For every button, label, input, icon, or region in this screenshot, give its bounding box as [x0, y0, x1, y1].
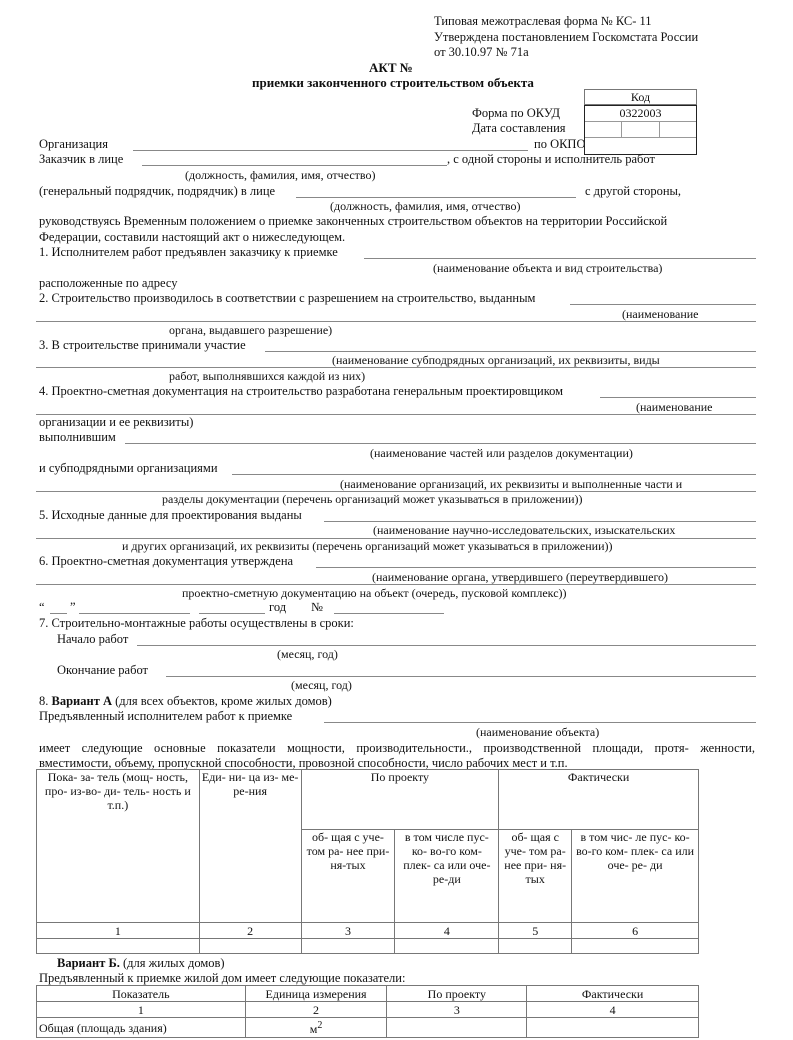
- item3-hint-a: (наименование субподрядных организаций, их реквизиты, виды: [332, 353, 660, 367]
- okud-code: 0322003: [585, 106, 696, 122]
- person-hint-1: (должность, фамилия, имя, отчество): [185, 168, 376, 182]
- table-cell[interactable]: [572, 939, 699, 954]
- table-header-row: [37, 986, 699, 1002]
- col-number: 1: [37, 923, 200, 939]
- item8-hint: (наименование объекта): [476, 725, 600, 739]
- variant-b-table: [36, 985, 699, 1038]
- item8-number: 8.: [39, 694, 49, 708]
- okpo-label: по ОКПО: [534, 137, 586, 151]
- item4-sub-label: и субподрядными организациями: [39, 461, 218, 475]
- item4-hint-b: организации и ее реквизиты): [39, 415, 194, 429]
- sub-total-actual: об- щая с уче- том ра-нее при- ня-тых: [499, 830, 572, 923]
- col-unit-header: Еди- ни- ца из- ме- ре-ния: [199, 770, 301, 923]
- item7-start-hint: (месяц, год): [277, 647, 338, 661]
- item1-hint: (наименование объекта и вид строительства): [433, 261, 663, 275]
- variant-a-table: [36, 769, 699, 954]
- variant-b-label: Вариант Б.: [57, 956, 120, 970]
- table-header-row: [37, 770, 699, 830]
- col-number: 5: [499, 923, 572, 939]
- item8-text-line2: вместимости, объему, пропускной способности, провозной способности, число рабочих мест и т.п.: [39, 756, 568, 770]
- indicator-cell: Общая (площадь здания): [37, 1018, 246, 1038]
- item3-hint-b: работ, выполнявшихся каждой из них): [169, 369, 366, 383]
- item8-object-field[interactable]: [324, 722, 756, 723]
- variant-b-note: (для жилых домов): [122, 956, 225, 970]
- item1-label: 1. Исполнителем работ предъявлен заказчику к приемке: [39, 245, 338, 259]
- table-cell[interactable]: [301, 939, 395, 954]
- item4-label: 4. Проектно-сметная документация на строительство разработана генеральным проектировщиком: [39, 384, 564, 398]
- item7-end-field[interactable]: [166, 676, 756, 677]
- approval-year-field[interactable]: [199, 613, 265, 614]
- item4-performed-label: выполнившим: [39, 430, 116, 444]
- item4-parts-field[interactable]: [125, 443, 756, 444]
- date-number-label: №: [311, 600, 323, 614]
- document-subtitle: приемки законченного строительством объекта: [252, 75, 534, 90]
- item3-label: 3. В строительстве принимали участие: [39, 338, 246, 352]
- item6-hint-b: проектно-сметную документацию на объект (очередь, пусковой комплекс)): [182, 586, 567, 600]
- table-cell[interactable]: [37, 939, 200, 954]
- variant-a-note: (для всех объектов, кроме жилых домов): [115, 694, 332, 708]
- guided-text-line1: руководствуясь Временным положением о приемке законченных строительством объектов на территории Российской: [39, 214, 668, 228]
- date-month-field[interactable]: [622, 122, 659, 137]
- item4-suborgs-field[interactable]: [232, 474, 756, 475]
- project-value-cell[interactable]: [387, 1018, 527, 1038]
- okud-label: Форма по ОКУД: [472, 106, 560, 120]
- variant-a-label: Вариант А: [51, 694, 112, 708]
- variant-b-intro: Предъявленный к приемке жилой дом имеет следующие показатели:: [39, 971, 406, 985]
- table-number-row: [37, 1002, 699, 1018]
- table-cell[interactable]: [199, 939, 301, 954]
- customer-suffix: , с одной стороны и исполнитель работ: [447, 152, 655, 166]
- form-decree-line: от 30.10.97 № 71а: [434, 45, 529, 59]
- col-actual-header: Фактически: [499, 770, 699, 830]
- item6-approver-field-2[interactable]: [36, 584, 756, 585]
- table-cell[interactable]: [395, 939, 499, 954]
- item2-hint-a: (наименование: [622, 307, 699, 321]
- col-number: 6: [572, 923, 699, 939]
- item2-label: 2. Строительство производилось в соответствии с разрешением на строительство, выданным: [39, 291, 536, 305]
- item8-text-line1: имеет следующие основные показатели мощности, производительности., производственной площади, протя- женности,: [39, 741, 755, 755]
- col-number: 1: [37, 1002, 246, 1018]
- code-header: Код: [584, 89, 697, 105]
- item5-source-field[interactable]: [324, 521, 756, 522]
- item4-hint-c: (наименование частей или разделов документации): [370, 446, 633, 460]
- contractor-representative-field[interactable]: [296, 197, 576, 198]
- col-number: 4: [527, 1002, 699, 1018]
- item6-approver-field[interactable]: [316, 567, 756, 568]
- item3-participants-field[interactable]: [265, 351, 756, 352]
- sub-incl-project: в том числе пус- ко- во-го ком- плек- са или оче- ре-ди: [395, 830, 499, 923]
- item7-start-label: Начало работ: [57, 632, 129, 646]
- date-day-field[interactable]: [585, 122, 622, 137]
- col-project-header: По проекту: [301, 770, 499, 830]
- item2-permit-field-2[interactable]: [36, 321, 756, 322]
- sub-total-project: об- щая с уче-том ра- нее при- ня-тых: [301, 830, 395, 923]
- date-open-quote: “: [39, 600, 45, 614]
- customer-label: Заказчик в лице: [39, 152, 124, 166]
- item4-hint-d: (наименование организаций, их реквизиты и выполненные части и: [340, 477, 683, 491]
- variant-b-heading: [57, 956, 225, 970]
- col-project-header: По проекту: [387, 986, 527, 1002]
- contractor-suffix: с другой стороны,: [585, 184, 682, 198]
- date-year-label: год: [269, 600, 287, 614]
- code-box: [584, 89, 697, 155]
- item1-address-label: расположенные по адресу: [39, 276, 178, 290]
- item5-hint-a: (наименование научно-исследовательских, изыскательских: [373, 523, 676, 537]
- item3-participants-field-2[interactable]: [36, 367, 756, 368]
- col-actual-header: Фактически: [527, 986, 699, 1002]
- unit-cell: [245, 1018, 387, 1038]
- col-number: 3: [387, 1002, 527, 1018]
- col-number: 4: [395, 923, 499, 939]
- col-unit-header: Единица измерения: [245, 986, 387, 1002]
- item7-end-label: Окончание работ: [57, 663, 148, 677]
- item8-heading: [39, 694, 332, 708]
- sub-incl-actual: в том чис- ле пус- ко- во-го ком- плек- са или оче- ре- ди: [572, 830, 699, 923]
- item5-label: 5. Исходные данные для проектирования выданы: [39, 508, 302, 522]
- date-year-field[interactable]: [660, 122, 696, 137]
- col-indicator-header: Пока- за- тель (мощ- ность, про- из-во- ди- тель- ность и т.п.): [37, 770, 200, 923]
- item6-hint-a: (наименование органа, утвердившего (переутвердившего): [372, 570, 669, 584]
- item2-hint-b: органа, выдавшего разрешение): [169, 323, 333, 337]
- item4-hint-e: разделы документации (перечень организаций может указываться в приложении)): [162, 492, 583, 506]
- item6-label: 6. Проектно-сметная документация утверждена: [39, 554, 294, 568]
- item2-permit-field[interactable]: [570, 304, 756, 305]
- table-row: [37, 1018, 699, 1038]
- guided-text-line2: Федерации, составили настоящий акт о нижеследующем.: [39, 230, 346, 244]
- organization-field[interactable]: [133, 150, 528, 151]
- item7-start-field[interactable]: [137, 645, 756, 646]
- organization-label: Организация: [39, 137, 108, 151]
- item4-hint-a: (наименование: [636, 400, 713, 414]
- item7-end-hint: (месяц, год): [291, 678, 352, 692]
- col-indicator-header: Показатель: [37, 986, 246, 1002]
- date-close-quote: ”: [70, 600, 76, 614]
- col-number: 2: [245, 1002, 387, 1018]
- item5-hint-b: и других организаций, их реквизиты (перечень организаций может указываться в приложении)): [122, 539, 613, 553]
- table-row: [37, 939, 699, 954]
- actual-value-cell[interactable]: [527, 1018, 699, 1038]
- col-number: 2: [199, 923, 301, 939]
- document-title: АКТ №: [369, 60, 413, 75]
- col-number: 3: [301, 923, 395, 939]
- approval-month-field[interactable]: [79, 613, 190, 614]
- table-cell[interactable]: [499, 939, 572, 954]
- approval-number-field[interactable]: [334, 613, 444, 614]
- unit-text: м: [309, 1022, 318, 1036]
- item4-designer-field[interactable]: [600, 397, 756, 398]
- date-label: Дата составления: [472, 121, 566, 135]
- item1-object-field[interactable]: [364, 258, 756, 259]
- approval-day-field[interactable]: [50, 613, 67, 614]
- item7-label: 7. Строительно-монтажные работы осуществлены в сроки:: [39, 616, 354, 630]
- person-hint-2: (должность, фамилия, имя, отчество): [330, 199, 521, 213]
- form-approval-line: Утверждена постановлением Госкомстата России: [434, 30, 699, 44]
- table-number-row: [37, 923, 699, 939]
- form-type-line: Типовая межотраслевая форма № КС- 11: [434, 14, 652, 28]
- customer-representative-field[interactable]: [142, 165, 447, 166]
- unit-superscript: 2: [317, 1020, 323, 1031]
- date-fields[interactable]: [585, 122, 696, 138]
- item8-presented-label: Предъявленный исполнителем работ к приемке: [39, 709, 293, 723]
- contractor-label: (генеральный подрядчик, подрядчик) в лице: [39, 184, 276, 198]
